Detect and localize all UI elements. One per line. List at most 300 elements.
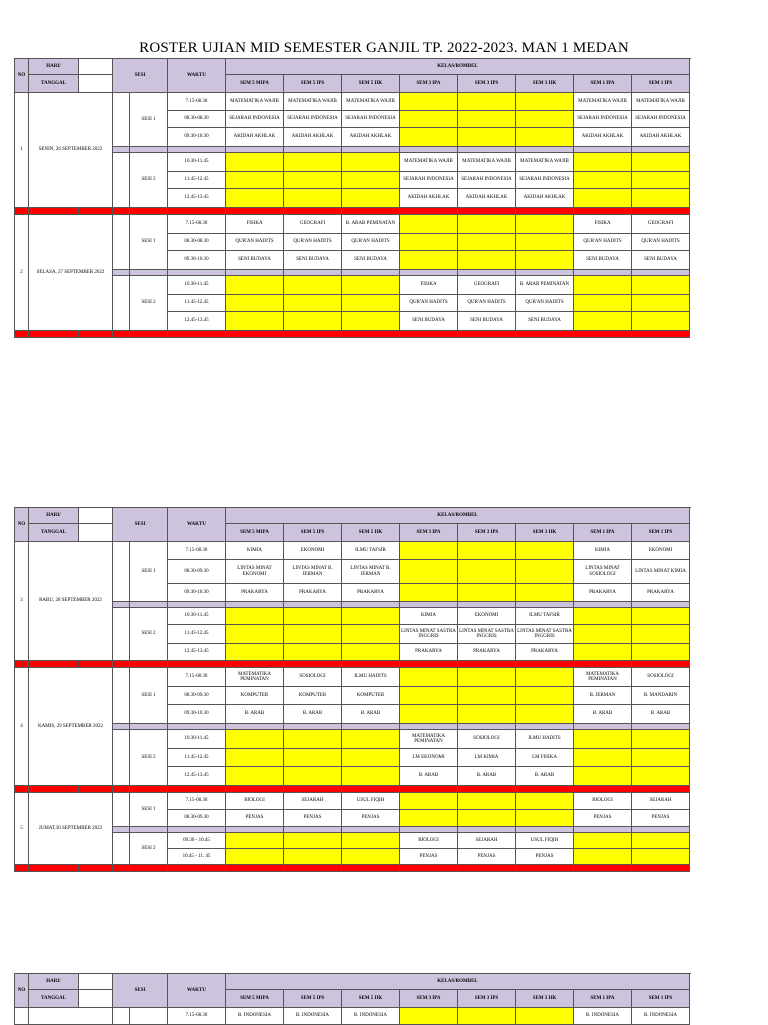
exam-subject-cell: PENJAS [226,810,284,827]
exam-subject-cell: ILMU TAFSIR [342,542,400,560]
table-row [15,1008,690,1025]
exam-subject-cell [226,608,284,625]
exam-subject-cell: KIMIA [574,542,632,560]
exam-subject-cell: QUR'AN HADITS [574,233,632,250]
exam-subject-cell: LINTAS MINAT SASTRA INGGRIS [516,625,574,644]
exam-subject-cell: PRAKARYA [342,584,400,602]
exam-subject-cell [226,153,284,172]
exam-subject-cell: SEJARAH INDONESIA [226,111,284,128]
exam-subject-cell [284,730,342,749]
exam-subject-cell: SENI BUDAYA [342,250,400,269]
header-kelas-rombel: KELAS/ROMBEL [226,59,690,75]
exam-subject-cell: KOMPUTER [226,687,284,705]
exam-subject-cell [632,275,690,294]
header-tanggal: TANGGAL [29,75,79,93]
exam-subject-cell [284,172,342,189]
exam-subject-cell [632,730,690,749]
exam-subject-cell: MATEMATIKA WAJIB [226,93,284,111]
exam-subject-cell [400,810,458,827]
time-slot: 7.15-08.30 [168,542,226,560]
exam-subject-cell [632,625,690,644]
exam-subject-cell: B. INDONESIA [342,1008,400,1025]
session-label: SESI 2 [130,833,168,865]
exam-subject-cell: AKIDAH AKHLAK [284,128,342,147]
day-number: 5 [15,793,29,865]
day-number: 4 [15,668,29,786]
exam-subject-cell [516,793,574,810]
header-tanggal: TANGGAL [29,990,79,1008]
time-slot: 09.30 - 10.45 [168,833,226,849]
exam-subject-cell: QUR'AN HADITS [400,294,458,311]
exam-subject-cell: B. INDONESIA [632,1008,690,1025]
time-slot: 11.45-12.45 [168,749,226,767]
exam-subject-cell [458,705,516,724]
exam-subject-cell: KIMIA [226,542,284,560]
exam-subject-cell [458,93,516,111]
exam-subject-cell [284,767,342,786]
exam-subject-cell [516,111,574,128]
exam-subject-cell: BIOLOGI [400,833,458,849]
exam-subject-cell [226,294,284,311]
exam-subject-cell: SOSIOLOGI [284,668,342,687]
exam-subject-cell: LINTAS MINAT SOSIOLOGI [574,560,632,584]
session-label: SESI 2 [130,608,168,661]
time-slot: 12.45-13.45 [168,311,226,330]
exam-subject-cell: SENI BUDAYA [574,250,632,269]
exam-subject-cell [226,311,284,330]
exam-subject-cell: AKIDAH AKHLAK [574,128,632,147]
exam-subject-cell [458,810,516,827]
exam-subject-cell [226,172,284,189]
exam-subject-cell: MATEMATIKA WAJIB [458,153,516,172]
exam-subject-cell [516,560,574,584]
header-class: SEM 5 IIK [342,524,400,542]
exam-subject-cell: SENI BUDAYA [632,250,690,269]
exam-subject-cell: FISIKA [226,215,284,233]
exam-subject-cell: QUR'AN HADITS [342,233,400,250]
header-class: SEM 3 IIK [516,524,574,542]
time-slot: 10.30-11.45 [168,608,226,625]
table-row [15,833,690,849]
time-slot: 7.15-08.30 [168,668,226,687]
table-row [15,542,690,560]
header-class: SEM 3 IIK [516,75,574,93]
header-no: NO [15,59,29,93]
time-slot: 09.30-10.30 [168,128,226,147]
exam-subject-cell: EKONOMI [632,542,690,560]
exam-subject-cell [342,849,400,865]
exam-subject-cell [574,625,632,644]
exam-subject-cell [632,294,690,311]
exam-subject-cell [342,172,400,189]
table-row [15,153,690,172]
header-class: SEM 3 IPS [458,75,516,93]
header-class: SEM 5 IPS [284,524,342,542]
exam-subject-cell [400,93,458,111]
time-slot: 7.15-08.30 [168,1008,226,1025]
exam-subject-cell: FISIKA [400,275,458,294]
exam-subject-cell: PENJAS [632,810,690,827]
exam-subject-cell: LINTAS MINAT B. JERMAN [342,560,400,584]
exam-subject-cell [284,625,342,644]
header-class: SEM 3 IIK [516,990,574,1008]
exam-subject-cell [342,189,400,208]
exam-subject-cell [632,644,690,661]
exam-subject-cell [400,233,458,250]
day-date: RABU, 28 SEPTEMBER 2022 [29,542,113,661]
exam-subject-cell [400,705,458,724]
header-class: SEM 1 IPS [632,990,690,1008]
time-slot: 7.15-08.30 [168,793,226,810]
exam-subject-cell: LM KIMIA [458,749,516,767]
header-class: SEM 5 IPS [284,990,342,1008]
session-label: SESI 1 [130,93,168,147]
exam-subject-cell: AKIDAH AKHLAK [342,128,400,147]
exam-subject-cell [516,542,574,560]
exam-subject-cell: PRAKARYA [632,584,690,602]
exam-subject-cell: MATEMATIKA WAJIB [574,93,632,111]
exam-subject-cell: USUL FIQIH [342,793,400,810]
exam-subject-cell [284,833,342,849]
time-slot: 09.30-10.30 [168,250,226,269]
page-title: ROSTER UJIAN MID SEMESTER GANJIL TP. 2022-2023. MAN 1 MEDAN [139,40,629,56]
session-label: SESI 2 [130,153,168,208]
exam-subject-cell [284,749,342,767]
exam-subject-cell: B. INDONESIA [284,1008,342,1025]
exam-subject-cell: FISIKA [574,215,632,233]
exam-subject-cell [632,311,690,330]
header-hari: HARI/ [29,59,79,75]
header-waktu: WAKTU [168,508,226,542]
exam-subject-cell [516,705,574,724]
header-kelas-rombel: KELAS/ROMBEL [226,974,690,990]
exam-subject-cell: PRAKARYA [284,584,342,602]
exam-subject-cell: PRAKARYA [574,584,632,602]
exam-subject-cell [574,172,632,189]
exam-subject-cell [574,275,632,294]
exam-subject-cell: ILMU TAFSIR [516,608,574,625]
exam-subject-cell [400,542,458,560]
header-hari: HARI/ [29,508,79,524]
exam-subject-cell [458,584,516,602]
exam-subject-cell [342,311,400,330]
time-slot: 7.15-08.30 [168,93,226,111]
exam-subject-cell [400,668,458,687]
table-row [15,730,690,749]
header-class: SEM 5 IIK [342,990,400,1008]
exam-subject-cell [632,608,690,625]
header-class: SEM 3 IPS [458,990,516,1008]
exam-subject-cell: MATEMATIKA WAJIB [516,153,574,172]
exam-subject-cell: EKONOMI [458,608,516,625]
exam-subject-cell [342,608,400,625]
exam-subject-cell [516,250,574,269]
header-class: SEM 3 IPA [400,990,458,1008]
session-label: SESI 1 [130,793,168,827]
exam-subject-cell [574,644,632,661]
header-class: SEM 1 IPS [632,75,690,93]
exam-subject-cell [284,189,342,208]
exam-subject-cell: SEJARAH INDONESIA [400,172,458,189]
day-separator [15,208,690,215]
exam-subject-cell [284,311,342,330]
table-row [15,608,690,625]
exam-subject-cell: PENJAS [516,849,574,865]
exam-subject-cell: B. ARAB [574,705,632,724]
exam-subject-cell [516,668,574,687]
exam-subject-cell [516,128,574,147]
exam-subject-cell: PENJAS [458,849,516,865]
exam-subject-cell: MATEMATIKA PEMINATAN [226,668,284,687]
day-date: JUMAT,30 SEPTEMBER 2022 [29,793,113,865]
exam-subject-cell: AKIDAH AKHLAK [400,189,458,208]
header-kelas-rombel: KELAS/ROMBEL [226,508,690,524]
roster-table [14,58,690,338]
exam-subject-cell: SOSIOLOGI [632,668,690,687]
exam-subject-cell [574,153,632,172]
exam-subject-cell [458,687,516,705]
time-slot: 10.45 - 11. 45 [168,849,226,865]
day-number: 2 [15,215,29,330]
exam-subject-cell [516,1008,574,1025]
exam-subject-cell: EKONOMI [284,542,342,560]
exam-subject-cell [458,111,516,128]
exam-subject-cell: SEJARAH INDONESIA [458,172,516,189]
time-slot: 10.30-11.45 [168,275,226,294]
exam-subject-cell: SOSIOLOGI [458,730,516,749]
exam-subject-cell [458,560,516,584]
exam-subject-cell: AKIDAH AKHLAK [516,189,574,208]
session-label: SESI 2 [130,730,168,786]
time-slot: 08.30-09.30 [168,810,226,827]
exam-subject-cell [632,833,690,849]
day-separator [15,330,690,337]
exam-subject-cell: PENJAS [342,810,400,827]
exam-subject-cell [632,749,690,767]
header-class: SEM 3 IPA [400,75,458,93]
exam-subject-cell: LINTAS MINAT EKONOMI [226,560,284,584]
header-sesi: SESI [113,508,168,542]
exam-subject-cell: PRAKARYA [516,644,574,661]
exam-subject-cell [574,730,632,749]
day-date: SELASA, 27 SEPTEMBER 2022 [29,215,113,330]
header-class: SEM 5 MIPA [226,75,284,93]
roster-table [14,507,690,872]
exam-subject-cell [400,1008,458,1025]
exam-subject-cell [574,767,632,786]
exam-subject-cell: ILMU HADITS [516,730,574,749]
exam-subject-cell [400,793,458,810]
exam-subject-cell [574,294,632,311]
exam-subject-cell [458,233,516,250]
exam-subject-cell [516,215,574,233]
exam-subject-cell [342,833,400,849]
exam-subject-cell: AKIDAH AKHLAK [226,128,284,147]
exam-subject-cell [400,560,458,584]
exam-subject-cell [284,608,342,625]
exam-subject-cell [226,730,284,749]
day-number: 3 [15,542,29,661]
header-hari: HARI/ [29,974,79,990]
exam-subject-cell: QUR'AN HADITS [632,233,690,250]
exam-subject-cell [632,153,690,172]
exam-subject-cell: SEJARAH INDONESIA [632,111,690,128]
exam-subject-cell: SENI BUDAYA [458,311,516,330]
exam-subject-cell: LINTAS MINAT KIMIA [632,560,690,584]
exam-subject-cell: LM FISIKA [516,749,574,767]
exam-subject-cell: BIOLOGI [574,793,632,810]
exam-subject-cell [226,644,284,661]
exam-subject-cell [458,1008,516,1025]
exam-subject-cell: B. ARAB [342,705,400,724]
exam-subject-cell [226,767,284,786]
exam-subject-cell: B. ARAB PEMINATAN [342,215,400,233]
table-row [15,793,690,810]
exam-subject-cell [516,233,574,250]
header-no: NO [15,974,29,1008]
exam-subject-cell [342,153,400,172]
exam-subject-cell: MATEMATIKA PEMINATAN [574,668,632,687]
exam-subject-cell [516,810,574,827]
exam-subject-cell: B. ARAB [458,767,516,786]
exam-subject-cell: MATEMATIKA WAJIB [342,93,400,111]
day-number [15,1008,29,1025]
exam-subject-cell [284,294,342,311]
exam-subject-cell [400,111,458,128]
time-slot: 08.30-08.30 [168,233,226,250]
session-label: SESI 1 [130,215,168,269]
exam-subject-cell: MATEMATIKA WAJIB [400,153,458,172]
exam-subject-cell [632,189,690,208]
header-class: SEM 1 IPS [632,524,690,542]
exam-subject-cell [342,275,400,294]
exam-subject-cell: B. ARAB [516,767,574,786]
header-class: SEM 1 IPA [574,990,632,1008]
exam-subject-cell: KIMIA [400,608,458,625]
exam-subject-cell: PENJAS [574,810,632,827]
exam-subject-cell: SEJARAH [458,833,516,849]
session-label [130,1008,168,1025]
header-class: SEM 3 IPS [458,524,516,542]
exam-subject-cell: B. JERMAN [574,687,632,705]
exam-subject-cell: MATEMATIKA WAJIB [632,93,690,111]
exam-subject-cell: B. ARAB [284,705,342,724]
exam-subject-cell [342,294,400,311]
exam-subject-cell [226,189,284,208]
exam-subject-cell: LINTAS MINAT SASTRA INGGRIS [458,625,516,644]
exam-subject-cell [516,687,574,705]
exam-subject-cell: QUR'AN HADITS [516,294,574,311]
exam-subject-cell [284,153,342,172]
session-label: SESI 1 [130,542,168,602]
exam-subject-cell: PENJAS [400,849,458,865]
exam-subject-cell [226,275,284,294]
exam-subject-cell [400,687,458,705]
exam-subject-cell [342,625,400,644]
exam-subject-cell [632,767,690,786]
header-class: SEM 5 MIPA [226,524,284,542]
exam-subject-cell: SENI BUDAYA [400,311,458,330]
exam-subject-cell: USUL FIQIH [516,833,574,849]
exam-subject-cell: SEJARAH INDONESIA [574,111,632,128]
header-tanggal: TANGGAL [29,524,79,542]
exam-subject-cell [458,250,516,269]
exam-subject-cell [574,833,632,849]
exam-subject-cell [284,849,342,865]
exam-subject-cell: SEJARAH INDONESIA [284,111,342,128]
exam-subject-cell: B. INDONESIA [574,1008,632,1025]
header-class: SEM 3 IPA [400,524,458,542]
time-slot: 12.45-13.45 [168,189,226,208]
exam-subject-cell [458,128,516,147]
time-slot: 08.30-09.30 [168,560,226,584]
exam-subject-cell [226,849,284,865]
header-class: SEM 1 IPA [574,75,632,93]
exam-subject-cell [284,275,342,294]
exam-subject-cell [226,833,284,849]
exam-subject-cell [574,608,632,625]
exam-subject-cell: ILMU HADITS [342,668,400,687]
exam-subject-cell: SENI BUDAYA [226,250,284,269]
session-label: SESI 2 [130,275,168,330]
exam-subject-cell: GEOGRAFI [632,215,690,233]
exam-subject-cell [574,189,632,208]
exam-subject-cell [516,584,574,602]
day-date [29,1008,113,1025]
exam-subject-cell: SEJARAH INDONESIA [516,172,574,189]
exam-subject-cell [342,749,400,767]
exam-subject-cell: AKIDAH AKHLAK [458,189,516,208]
exam-subject-cell: PENJAS [284,810,342,827]
exam-subject-cell: KOMPUTER [284,687,342,705]
exam-subject-cell [574,749,632,767]
exam-subject-cell [226,749,284,767]
exam-subject-cell: B. ARAB [400,767,458,786]
time-slot: 08.30-09.30 [168,687,226,705]
exam-subject-cell: PRAKARYA [400,644,458,661]
exam-subject-cell [632,849,690,865]
exam-subject-cell: B. ARAB [632,705,690,724]
time-slot: 10.30-11.45 [168,153,226,172]
time-slot: 7.15-08.30 [168,215,226,233]
exam-subject-cell [458,793,516,810]
time-slot: 11.45-12.45 [168,172,226,189]
exam-subject-cell: SENI BUDAYA [284,250,342,269]
exam-subject-cell: MATEMATIKA PEMINATAN [400,730,458,749]
time-slot: 08.30-08.30 [168,111,226,128]
exam-subject-cell: AKIDAH AKHLAK [632,128,690,147]
exam-subject-cell: SEJARAH INDONESIA [342,111,400,128]
exam-subject-cell: PRAKARYA [458,644,516,661]
exam-subject-cell [458,668,516,687]
time-slot: 11.45-12.45 [168,294,226,311]
exam-subject-cell: QUR'AN HADITS [284,233,342,250]
day-number: 1 [15,93,29,208]
session-label: SESI 1 [130,668,168,724]
exam-subject-cell: B. ARAB PEMINATAN [516,275,574,294]
exam-subject-cell: SEJARAH [632,793,690,810]
table-row [15,93,690,111]
exam-subject-cell [342,767,400,786]
exam-subject-cell [400,584,458,602]
day-date: SENIN, 26 SEPTEMBER 2022 [29,93,113,208]
exam-subject-cell [574,311,632,330]
header-sesi: SESI [113,59,168,93]
roster-table [14,973,690,1025]
exam-subject-cell: SENI BUDAYA [516,311,574,330]
exam-subject-cell [458,215,516,233]
day-date: KAMIS, 29 SEPTEMBER 2022 [29,668,113,786]
